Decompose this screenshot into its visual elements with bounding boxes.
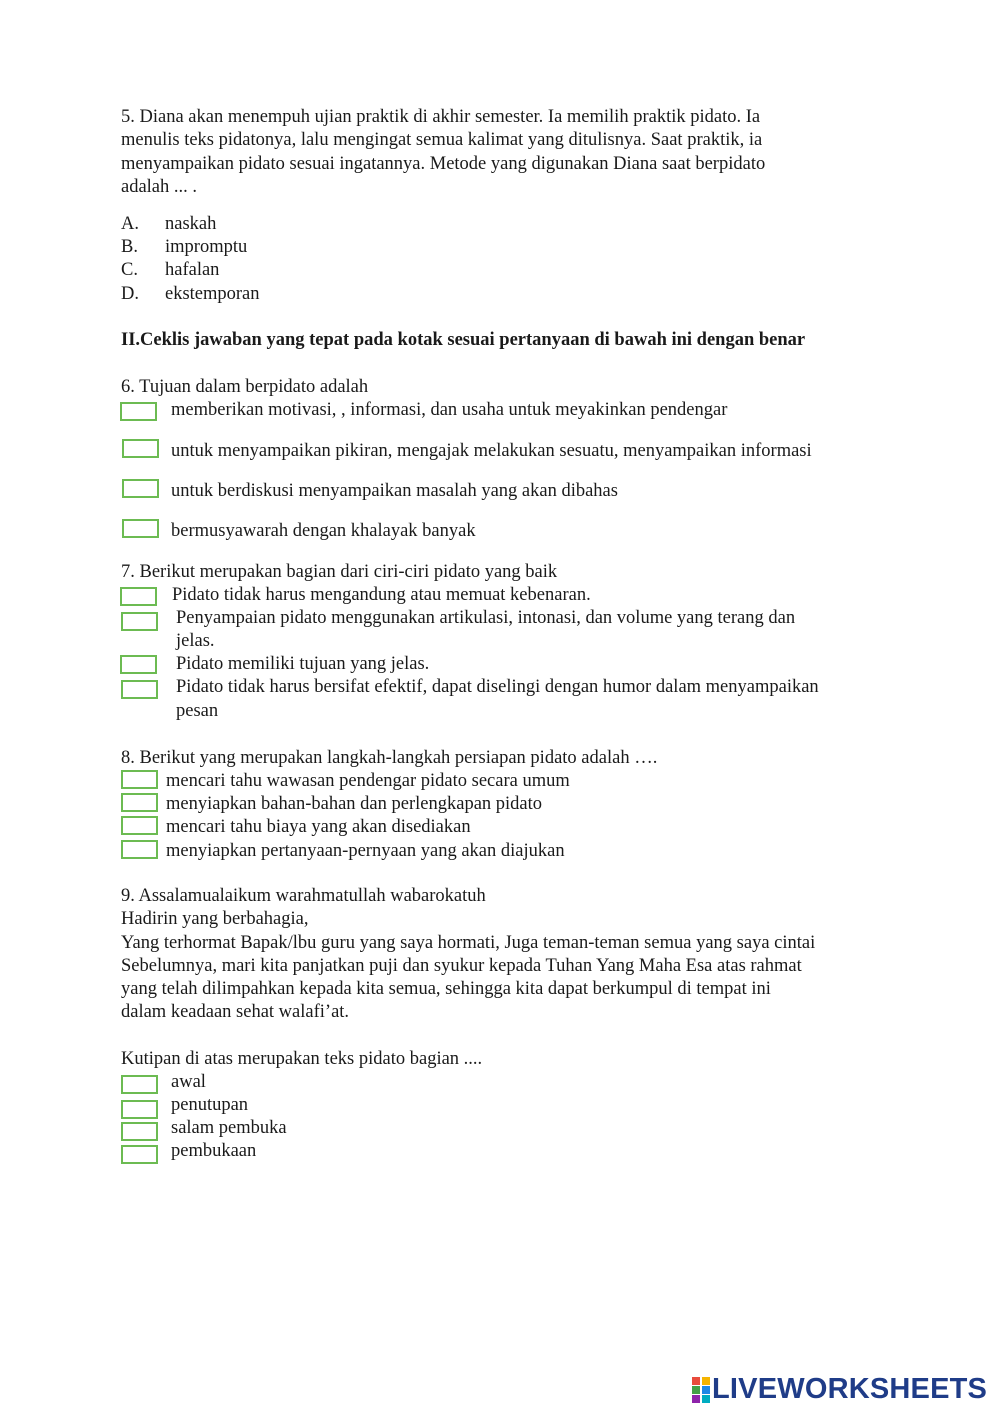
liveworksheets-logo-text: LIVEWORKSHEETS <box>712 1373 988 1406</box>
q7-option-2-label-cont: jelas. <box>176 631 215 651</box>
section-2-heading: II.Ceklis jawaban yang tepat pada kotak sesuai pertanyaan di bawah ini dengan benar <box>121 330 806 350</box>
q7-option-1-checkbox[interactable] <box>120 587 157 606</box>
question-5-line: adalah ... . <box>121 176 198 197</box>
q8-option-1-label: mencari tahu wawasan pendengar pidato secara umum <box>166 771 570 791</box>
option-b-letter: B. <box>121 237 138 257</box>
passage-line: Yang terhormat Bapak/lbu guru yang saya hormati, Juga teman-teman semua yang saya cintai <box>121 932 816 953</box>
liveworksheets-logo[interactable] <box>692 1374 987 1406</box>
q7-option-4-label-cont: pesan <box>176 701 219 721</box>
passage-line: 9. Assalamualaikum warahmatullah wabarokatuh <box>121 886 486 906</box>
passage-line: Hadirin yang berbahagia, <box>121 909 309 930</box>
question-8-text: 8. Berikut yang merupakan langkah-langkah persiapan pidato adalah …. <box>121 748 658 768</box>
q6-option-2-checkbox[interactable] <box>122 439 159 458</box>
q7-option-4-label: Pidato tidak harus bersifat efektif, dapat diselingi dengan humor dalam menyampaikan <box>176 677 819 697</box>
q6-option-2-label: untuk menyampaikan pikiran, mengajak melakukan sesuatu, menyampaikan informasi <box>171 441 812 461</box>
q7-option-3-label: Pidato memiliki tujuan yang jelas. <box>176 654 430 674</box>
passage-line: Sebelumnya, mari kita panjatkan puji dan syukur kepada Tuhan Yang Maha Esa atas rahmat <box>121 955 802 976</box>
q6-option-4-label: bermusyawarah dengan khalayak banyak <box>171 521 476 541</box>
q9-option-1-label: awal <box>171 1072 206 1092</box>
question-5-line: menyampaikan pidato sesuai ingatannya. Metode yang digunakan Diana saat berpidato <box>121 153 766 174</box>
liveworksheets-logo-icon <box>692 1377 712 1403</box>
q7-option-4-checkbox[interactable] <box>121 680 158 699</box>
q9-option-3-label: salam pembuka <box>171 1118 287 1138</box>
q7-option-2-checkbox[interactable] <box>121 612 158 631</box>
passage-line: dalam keadaan sehat walafi’at. <box>121 1002 350 1023</box>
q8-option-2-checkbox[interactable] <box>121 793 158 812</box>
q6-option-1-label: memberikan motivasi, , informasi, dan usaha untuk meyakinkan pendengar <box>171 400 728 420</box>
q8-option-4-checkbox[interactable] <box>121 840 158 859</box>
q6-option-1-checkbox[interactable] <box>120 402 157 421</box>
question-5-line: 5. Diana akan menempuh ujian praktik di akhir semester. Ia memilih praktik pidato. Ia <box>121 107 761 127</box>
option-a-text: naskah <box>165 214 217 234</box>
q9-option-2-label: penutupan <box>171 1095 249 1115</box>
option-d-text: ekstemporan <box>165 284 260 304</box>
q6-option-3-checkbox[interactable] <box>122 479 159 498</box>
q8-option-3-checkbox[interactable] <box>121 816 158 835</box>
option-b-text: impromptu <box>165 237 248 257</box>
question-5 <box>121 106 765 199</box>
q7-option-3-checkbox[interactable] <box>120 655 157 674</box>
q9-option-2-checkbox[interactable] <box>121 1100 158 1119</box>
question-7-text: 7. Berikut merupakan bagian dari ciri-ciri pidato yang baik <box>121 562 558 582</box>
option-a-letter: A. <box>121 214 139 234</box>
q9-option-1-checkbox[interactable] <box>121 1075 158 1094</box>
q6-option-3-label: untuk berdiskusi menyampaikan masalah yang akan dibahas <box>171 481 618 501</box>
q9-option-4-label: pembukaan <box>171 1141 257 1161</box>
question-5-line: menulis teks pidatonya, lalu mengingat semua kalimat yang ditulisnya. Saat praktik, ia <box>121 130 763 151</box>
passage-line: yang telah dilimpahkan kepada kita semua, sehingga kita dapat berkumpul di tempat ini <box>121 979 771 1000</box>
question-9-text: Kutipan di atas merupakan teks pidato bagian .... <box>121 1049 483 1069</box>
q9-option-4-checkbox[interactable] <box>121 1145 158 1164</box>
question-9-passage <box>121 885 815 1025</box>
q8-option-4-label: menyiapkan pertanyaan-pernyaan yang akan diajukan <box>166 841 565 861</box>
option-c-letter: C. <box>121 260 138 280</box>
option-d-letter: D. <box>121 284 139 304</box>
q8-option-3-label: mencari tahu biaya yang akan disediakan <box>166 817 471 837</box>
q9-option-3-checkbox[interactable] <box>121 1122 158 1141</box>
q6-option-4-checkbox[interactable] <box>122 519 159 538</box>
q7-option-1-label: Pidato tidak harus mengandung atau memuat kebenaran. <box>172 585 591 605</box>
q8-option-1-checkbox[interactable] <box>121 770 158 789</box>
q8-option-2-label: menyiapkan bahan-bahan dan perlengkapan pidato <box>166 794 543 814</box>
option-c-text: hafalan <box>165 260 220 280</box>
question-6-text: 6. Tujuan dalam berpidato adalah <box>121 377 369 397</box>
q7-option-2-label: Penyampaian pidato menggunakan artikulasi, intonasi, dan volume yang terang dan <box>176 608 796 628</box>
